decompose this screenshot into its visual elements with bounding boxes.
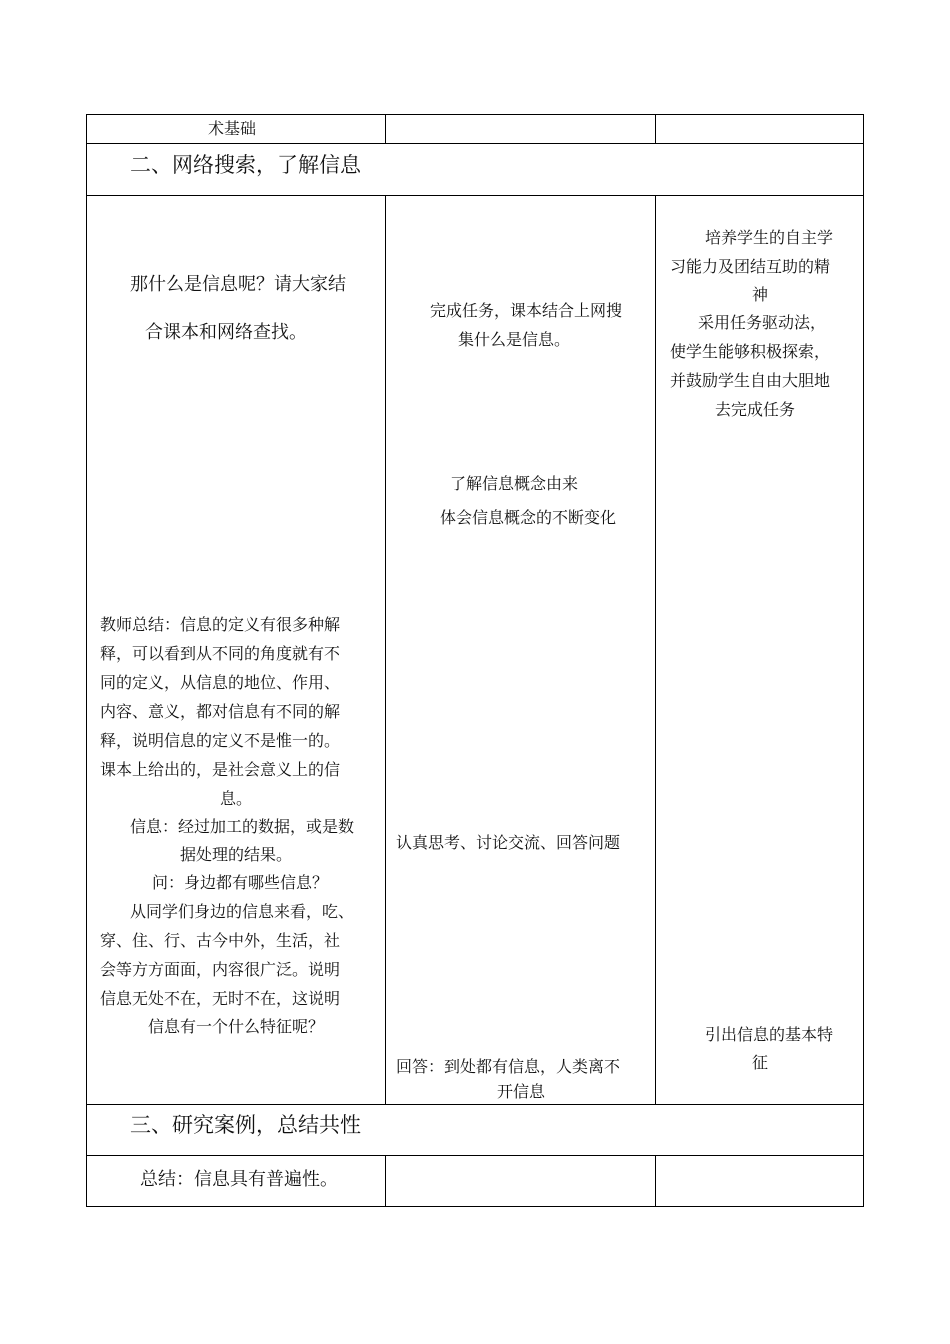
column-divider	[385, 1155, 386, 1207]
table-border-right	[863, 114, 864, 1207]
intent-method-line: 使学生能够积极探索，	[670, 342, 831, 361]
column-divider	[655, 114, 656, 144]
column-divider	[655, 195, 656, 1105]
row-divider	[86, 143, 864, 144]
intent-lead-line: 引出信息的基本特	[705, 1025, 834, 1044]
student-task-line: 集什么是信息。	[458, 330, 571, 349]
teacher-question-line: 合课本和网络查找。	[145, 322, 307, 343]
teacher-summary-line: 同的定义，从信息的地位、作用、	[100, 673, 341, 692]
column-divider	[385, 195, 386, 1105]
teacher-summary-line: 内容、意义，都对信息有不同的解	[100, 702, 341, 721]
student-task-line: 完成任务，课本结合上网搜	[430, 301, 623, 320]
teacher-question-line: 那什么是信息呢？请大家结	[130, 274, 346, 295]
intent-method-line: 去完成任务	[715, 400, 796, 419]
row-divider	[86, 195, 864, 196]
teacher-summary-line: 息。	[219, 789, 252, 808]
teacher-summary-line: 从同学们身边的信息来看，吃、	[130, 902, 355, 921]
teacher-summary-line: 课本上给出的，是社会意义上的信	[100, 760, 341, 779]
teacher-summary-line: 释，可以看到从不同的角度就有不	[100, 644, 341, 663]
intent-method-line: 并鼓励学生自由大胆地	[670, 371, 831, 390]
last-row-col1-text: 总结：信息具有普遍性。	[140, 1169, 338, 1190]
intent-cultivate-line: 神	[751, 285, 768, 304]
intent-cultivate-line: 培养学生的自主学	[705, 228, 834, 247]
intent-lead-line: 征	[752, 1053, 769, 1072]
student-understand-line: 体会信息概念的不断变化	[440, 508, 617, 527]
section-heading-3: 三、研究案例，总结共性	[130, 1113, 361, 1137]
teacher-summary-line: 信息无处不在，无时不在，这说明	[100, 989, 341, 1008]
intent-method-line: 采用任务驱动法，	[698, 313, 827, 332]
teacher-summary-line: 穿、住、行、古今中外，生活，社	[100, 931, 341, 950]
column-divider	[655, 1155, 656, 1207]
teacher-summary-line: 教师总结：信息的定义有很多种解	[100, 615, 341, 634]
student-think-text: 认真思考、讨论交流、回答问题	[396, 833, 621, 852]
intent-cultivate-line: 习能力及团结互助的精	[670, 257, 831, 276]
teacher-summary-line: 信息有一个什么特征呢？	[147, 1017, 324, 1036]
teacher-summary-line: 释，说明信息的定义不是惟一的。	[100, 731, 341, 750]
column-divider	[385, 114, 386, 144]
table-border-left	[86, 114, 87, 1207]
teacher-summary-line: 信息：经过加工的数据，或是数	[130, 817, 355, 836]
student-answer-line: 回答：到处都有信息，人类离不	[396, 1057, 621, 1076]
row0-col1-text: 术基础	[208, 119, 257, 138]
row-divider	[86, 1155, 864, 1156]
section-heading-2: 二、网络搜索，了解信息	[130, 153, 361, 177]
teacher-summary-line: 据处理的结果。	[179, 845, 292, 864]
student-understand-line: 了解信息概念由来	[450, 474, 579, 493]
table-border-bottom	[86, 1206, 864, 1207]
teacher-summary-line: 问：身边都有哪些信息？	[152, 873, 329, 892]
table-border-top	[86, 114, 864, 115]
student-answer-line: 开信息	[496, 1082, 545, 1101]
teacher-summary-line: 会等方方面面，内容很广泛。说明	[100, 960, 341, 979]
